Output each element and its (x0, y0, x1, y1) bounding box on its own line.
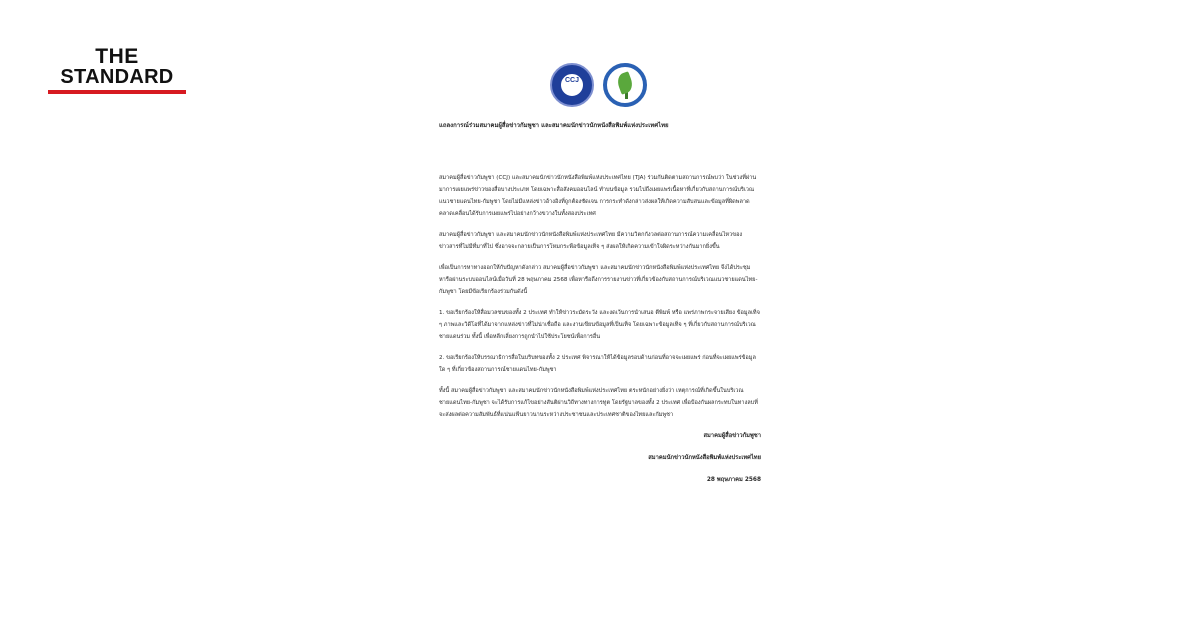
signature-date: 28 พฤษภาคม 2568 (706, 477, 761, 483)
statement-paragraph-1: สมาคมผู้สื่อข่าวกัมพูชา (CCJ) และสมาคมนักข่าวนักหนังสือพิมพ์แห่งประเทศไทย (TJA) ร่วมกันติดตามสถานการณ์พบว่า ในช่วงที่ผ่านมาการเผยแพร่ข่าวของสื่อบางประเภท โดยเฉพาะสื่อสังคมออนไลน์ ทำบนข้อมูล รวมไปถึงเผยแพร่เนื้อหาที่เกี่ยวกับสถานการณ์บริเวณแนวชายแดนไทย-กัมพูชา โดยไม่มีแหล่งข่าวอ้างอิงที่ถูกต้องชัดเจน การกระทำดังกล่าวส่งผลให้เกิดความสับสนและข้อมูลที่ผิดพลาดคลาดเคลื่อนได้รับการเผยแพร่ไปอย่างกว้างขวางในทั้งสองประเทศ (439, 175, 757, 217)
statement-paragraph-5: 2. ขอเรียกร้องให้บรรณาธิการสื่อในบริบทของทั้ง 2 ประเทศ พิจารณาให้ได้ข้อมูลรอบด้านก่อนที่อาจจะเผยแพร่ ก่อนที่จะเผยแพร่ข้อมูลใด ๆ ที่เกี่ยวข้องสถานการณ์ชายแดนไทย-กัมพูชา (439, 355, 756, 373)
signature-tja: สมาคมนักข่าวนักหนังสือพิมพ์แห่งประเทศไทย (648, 455, 761, 461)
statement-paragraph-3: เพื่อเป็นการหาทางออกให้กับปัญหาดังกล่าว สมาคมผู้สื่อข่าวกัมพูชา และสมาคมนักข่าวนักหนังสือพิมพ์แห่งประเทศไทย จึงได้ประชุมหารือผ่านระบบออนไลน์เมื่อวันที่ 28 พฤษภาคม 2568 เพื่อหารือถึงการรายงานข่าวที่เกี่ยวข้องกับสถานการณ์บริเวณแนวชายแดนไทย-กัมพูชา โดยมีข้อเรียกร้องร่วมกันดังนี้ (439, 265, 758, 295)
tja-logo-icon (603, 63, 647, 107)
ccj-logo-text: CCJ (564, 77, 579, 84)
statement-paragraph-4: 1. ขอเรียกร้องให้สื่อมวลชนของทั้ง 2 ประเทศ ทำให้ข่าวระมัดระวัง และงดเว้นการนำเสนอ ตีพิมพ์ หรือ แพร่ภาพกระจายเสียง ข้อมูลเท็จ ๆ ภาพและวิดีโอที่ได้มาจากแหล่งข่าวที่ไม่น่าเชื่อถือ และงานเขียนข้อมูลที่เป็นเท็จ โดยเฉพาะข้อมูลเท็จ ๆ ที่เกี่ยวกับสถานการณ์บริเวณชายแดนร่วม ทั้งนี้ เพื่อหลีกเลี่ยงการถูกนำไปใช้ประโยชน์เพื่อการอื่น (439, 310, 760, 340)
statement-title: แถลงการณ์ร่วมสมาคมผู้สื่อข่าวกัมพูชา และสมาคมนักข่าวนักหนังสือพิมพ์แห่งประเทศไทย (439, 122, 669, 129)
ccj-logo-icon (550, 63, 594, 107)
statement-paragraph-2: สมาคมผู้สื่อข่าวกัมพูชา และสมาคมนักข่าวนักหนังสือพิมพ์แห่งประเทศไทย มีความวิตกกังวลต่อสถานการณ์ความเคลื่อนไหวของข่าวสารที่ไม่มีที่มาที่ไป ซึ่งอาจจะกลายเป็นการโหมกระพือข้อมูลเท็จ ๆ ส่งผลให้เกิดความเข้าใจผิดระหว่างกันมากยิ่งขึ้น (439, 232, 743, 250)
logo-line-2: STANDARD (60, 66, 174, 88)
signature-ccj: สมาคมผู้สื่อข่าวกัมพูชา (703, 433, 761, 439)
logo-line-1: THE (95, 45, 139, 68)
logo-red-bar (48, 90, 186, 94)
statement-paragraph-6: ทั้งนี้ สมาคมผู้สื่อข่าวกัมพูชา และสมาคมนักข่าวนักหนังสือพิมพ์แห่งประเทศไทย ตระหนักอย่างยิ่งว่า เหตุการณ์ที่เกิดขึ้นในบริเวณชายแดนไทย-กัมพูชา จะได้รับการแก้ไขอย่างสันติผ่านวิถีทางทางการทูต โดยรัฐบาลของทั้ง 2 ประเทศ เพื่อป้องกันผลกระทบในทางลบที่จะส่งผลต่อความสัมพันธ์ที่แน่นแฟ้นยาวนานระหว่างประชาชนและประเทศชาติของไทยและกัมพูชา (439, 388, 758, 418)
association-logos (550, 63, 650, 107)
the-standard-logo (48, 46, 186, 94)
leaf-icon (615, 71, 635, 95)
joint-statement (439, 120, 761, 486)
